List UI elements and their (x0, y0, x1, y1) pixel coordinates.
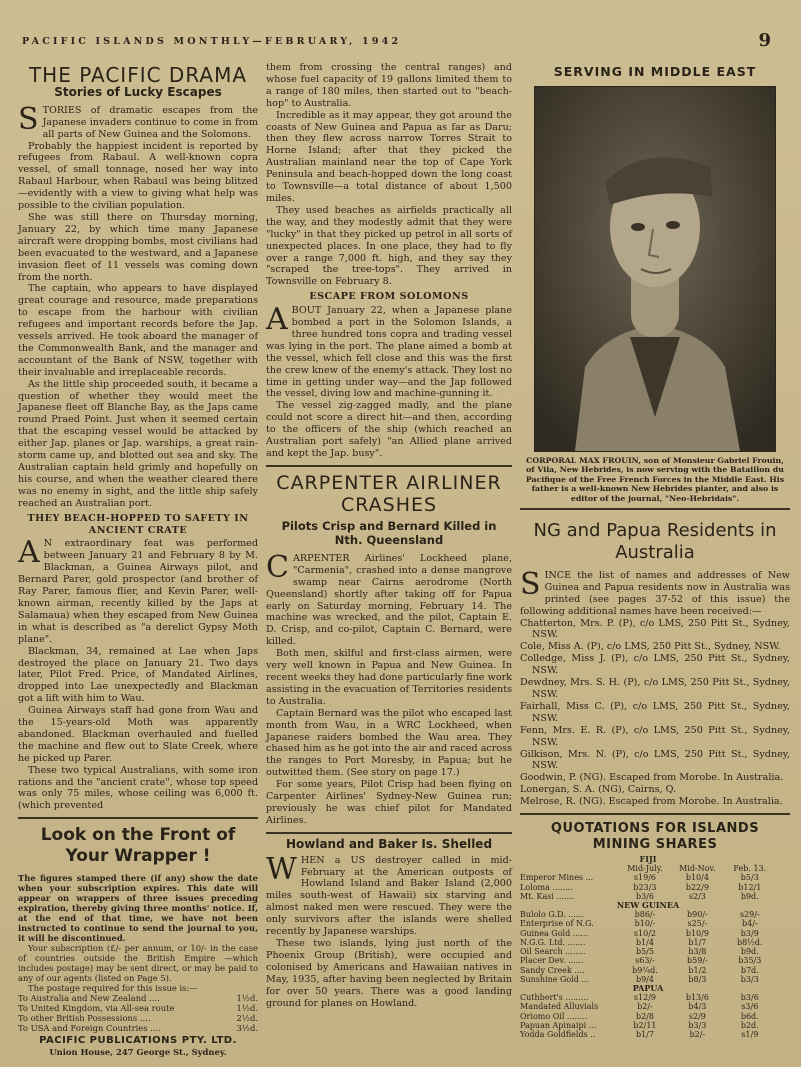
wrapper-notice-title: Look on the Front of Your Wrapper ! (40, 825, 236, 867)
article-paragraph: Guinea Airways staff had gone from Wau and the 15-years-old Moth was apparently abandoned. Blackman overhauled and fuelled the machine and flew out to Slate Creek, where he picked up Parer. (18, 705, 258, 764)
list-item: Dewdney, Mrs. S. H. (P), c/o LMS, 250 Pitt St., Sydney, NSW. (520, 677, 790, 700)
article-paragraph: The vessel zig-zagged madly, and the plane could not score a direct hit—and then, according to the officers of the ship (which reached an Australian port safely) "an Allied plane arrived and kept the Jap. busy". (266, 400, 512, 459)
postage-row (18, 1023, 258, 1033)
article-paragraph (266, 851, 512, 938)
drop-cap: W (266, 851, 297, 887)
list-item: Chatterton, Mrs. P. (P), c/o LMS, 250 Pitt St., Sydney, NSW. (520, 617, 790, 641)
article-paragraph: They used beaches as airfields practically all the way, and they modestly admit that they were "lucky" in that they picked up petrol in all sorts of unexpected places. In one place, they had to fly over a range 7,000 ft. high, and they say they "scraped the tree-tops". They arrived in Townsville on February 8. (266, 204, 512, 288)
publisher-address: Union House, 247 George St., Sydney. (49, 1047, 227, 1058)
carpenter-subtitle: Pilots Crisp and Bernard Killed in Nth. Queensland (281, 518, 497, 547)
group-heading: PAPUA (632, 982, 664, 993)
postage-dest: To United Kingdom, via All-sea route (18, 1003, 175, 1014)
postage-rate: 1½d. (236, 1003, 258, 1014)
wrapper-notice-text: The figures stamped there (if any) show the date when your subscription expires. This date will appear on wrappers of three issues preceding expiration, thereby giving three months' notice. If, at the end of that time, we have not been instructed to continue to send the journal to you, it will be discontinued. (18, 873, 258, 944)
page-number: 9 (758, 30, 771, 51)
ng-title: NG and Papua Residents in Australia (533, 519, 777, 563)
table-row: Yodda Goldfields .. b1/7 b2/- s1/9 (520, 1029, 759, 1039)
column-left (18, 62, 258, 1059)
table-row: Emperor Mines ... s19/6 b10/4 b5/3 (520, 873, 759, 883)
howland-title: Howland and Baker Is. Shelled (285, 836, 493, 851)
postage-rate: 3½d. (236, 1023, 258, 1034)
drop-cap: S (520, 566, 541, 602)
postage-row (18, 1003, 258, 1013)
list-item: Melrose, R. (NG). Escaped from Morobe. In Australia. (520, 796, 783, 808)
portrait-image (535, 87, 775, 451)
pacific-drama-subtitle: Stories of Lucky Escapes (54, 84, 222, 99)
table-header (520, 864, 776, 873)
paragraph-text: BOUT January 22, when a Japanese plane bombed a port in the Solomon Islands, a three hundred tons copra and trading vessel was lying in the port. The plane aimed a bomb at the vessel, which fell close and this was the first the crew knew of the enemy's attack. They lost no time in getting under way—and the Jap followed the vessel, diving low and machine-gunning it. (266, 305, 512, 400)
drop-cap: A (266, 302, 288, 338)
group-heading: NEW GUINEA (616, 900, 680, 911)
divider (520, 508, 790, 510)
list-item: Gilkison, Mrs. N. (P), c/o LMS, 250 Pitt St., Sydney, NSW. (520, 748, 790, 772)
article-paragraph: Captain Bernard was the pilot who escaped last month from Wau, in a WRC Lockheed, when Japanese raiders bombed the Wau area. They chased him as he got into the air and raced across the ranges to Port Moresby, in Papua; but he outwitted them. (See story on page 17.) (266, 707, 512, 779)
article-paragraph: Both men, skilful and first-class airmen, were very well known in Papua and New Guinea. In recent weeks they had done particularly fine work assisting in the evacuation of Territories residents to Australia. (266, 648, 512, 707)
postage-dest: To Australia and New Zealand .... (18, 993, 160, 1004)
table-row: Guinea Gold ...... s10/2 b10/9 b3/9 (520, 928, 759, 938)
drop-cap: C (266, 549, 289, 585)
running-head: PACIFIC ISLANDS MONTHLY—FEBRUARY, 1942 (22, 36, 402, 47)
article-paragraph (18, 535, 258, 645)
table-row: Oil Search ........ b5/5 b3/8 b9d. (520, 947, 759, 957)
table-row: N.G.G. Ltd. ....... b1/4 b1/7 b8½d. (520, 937, 763, 947)
postage-row (18, 1013, 258, 1023)
list-item: Goodwin, P. (NG). Escaped from Morobe. In Australia. (520, 772, 784, 784)
drop-cap: A (18, 535, 40, 571)
article-paragraph: Blackman, 34, remained at Lae when Japs destroyed the place on January 21. Two days later, Pilot Fred. Price, of Mandated Airlines, dropped into Lae unexpectedly and Blackman got a lift with him to Wau. (18, 645, 258, 705)
article-paragraph: As the little ship proceeded south, it became a question of whether they would meet the Japanese fleet off Blanche Bay, as the Japs came round Praed Point. Just when it seemed certain that the escaping vessel would be attacked by either Jap. planes or Jap. warships, a great rain-storm came up, and blotted out sea and sky. The Australian captain held grimly and hopefully on his course, and when the weather cleared there was no enemy in sight, and the little ship safely reached an Australian port. (18, 378, 258, 509)
column-middle (266, 62, 512, 1009)
table-row: Mt. Kasi ....... b3/6 s2/3 b9d. (520, 891, 759, 901)
paragraph-text: ARPENTER Airlines' Lockheed plane, "Carmenia", crashed into a dense mangrove swamp near Cairns aerodrome (North Queensland) shortly after taking off for Papua early on Saturday morning, February 14. The machine was wrecked, and the pilot, Captain E. D. Crisp, and co-pilot, Captain C. Bernard, were killed. (266, 552, 512, 648)
divider (18, 817, 258, 819)
table-row: Sunshine Gold ... b9/4 b8/3 b3/3 (520, 974, 759, 984)
pacific-drama-title: THE PACIFIC DRAMA (28, 63, 248, 87)
column-header: Feb. 13. (733, 864, 767, 874)
column-header: Mid-Nov. (679, 864, 716, 874)
publisher-name: PACIFIC PUBLICATIONS PTY. LTD. (39, 1035, 237, 1047)
postage-dest: To USA and Foreign Countries .... (18, 1023, 161, 1034)
shares-table (520, 855, 776, 1039)
ng-section (520, 520, 790, 564)
beach-hop-heading: THEY BEACH-HOPPED TO SAFETY IN ANCIENT CRATE (27, 512, 249, 536)
divider (266, 465, 512, 467)
names-list (520, 618, 790, 809)
table-row: Cuthbert's ......... s12/9 b13/6 b3/6 (520, 993, 759, 1003)
postage-row (18, 993, 258, 1003)
article-paragraph: Incredible as it may appear, they got around the coasts of New Guinea and Papua as far as Daru; then they flew across narrow Torres Strait to Horne Island; after that they picked the Australian mainland near the top of Cape York Peninsula and beach-hopped down the long coast to Townsville—a total distance of about 1,500 miles. (266, 109, 512, 204)
article-paragraph: For some years, Pilot Crisp had been flying on Carpenter Airlines' Sydney-New Guinea run; previously he was chief pilot for Mandated Airlines. (266, 779, 512, 826)
table-row: Placer Dev. ...... s63/- b59/- b35/3 (520, 956, 762, 966)
list-item: Lonergan, S. A. (NG), Cairns, Q. (520, 784, 677, 796)
postage-intro: The postage required for this issue is:— (28, 983, 198, 994)
carpenter-article (266, 472, 512, 547)
article-paragraph: The captain, who appears to have displayed great courage and resource, made preparations to escape from the harbour with civilian refugees and important records before the Jap. vessels arrived. He took aboard the manager of the Commonwealth Bank, and the manager and accountant of the Bank of NSW, together with their invaluable and irreplaceable records. (18, 283, 258, 378)
table-row: Sandy Creek .... b9¼d. b1/2 b7d. (520, 965, 759, 975)
paragraph-text: HEN a US destroyer called in mid-February at the American outposts of Howland Island and Baker Island (2,000 miles south-west of Hawaii) six starving and almost naked men were rescued. They were the only survivors after the islands were shelled recently by Japanese warships. (266, 854, 512, 938)
column-header: Mid-July. (627, 864, 663, 874)
subscription-text: Your subscription (£/- per annum, or 10/- in the case of countries outside the British Empire —which includes postage) may be sent direct, or may be paid to any of our agents (listed on Page 5). (18, 943, 258, 984)
postage-rate: 2½d. (236, 1013, 258, 1024)
table-row: Oriomo Oil ........ b2/8 s2/9 b6d. (520, 1011, 759, 1021)
table-row: Enterprise of N.G. b10/- s25/- b4/- (520, 919, 758, 929)
paragraph-text: INCE the list of names and addresses of New Guinea and Papua residents now in Australia was printed (see pages 37-52 of this issue) the following additional names have been received:— (520, 569, 790, 617)
article-paragraph: These two typical Australians, with some iron rations and the "ancient crate", whose top speed was only 75 miles, whose ceiling was 6,000 ft. (which prevented (18, 764, 258, 812)
list-item: Fairhall, Miss C. (P), c/o LMS, 250 Pitt St., Sydney, NSW. (520, 700, 790, 724)
list-item: Cole, Miss A. (P), c/o LMS, 250 Pitt St., Sydney, NSW. (520, 641, 781, 653)
postage-rate: 1½d. (236, 993, 258, 1004)
postage-dest: To other British Possessions .... (18, 1013, 151, 1024)
divider (520, 813, 790, 815)
photo-caption: CORPORAL MAX FROUIN, son of Monsieur Gabriel Frouin, of Vila, New Hebrides, is now serving with the Bataillon du Pacifique of the Free French Forces in the Middle East. His father is a well-known New Hebrides planter, and also is editor of the journal, "Neo-Hebridais". (525, 455, 785, 503)
article-paragraph (266, 549, 512, 648)
lead-text: TORIES of dramatic escapes from the Japanese invaders continue to come in from all parts of New Guinea and the Solomons. (42, 104, 258, 140)
table-row: Bulolo G.D. ...... b86/- b90/- s29/- (520, 910, 760, 920)
table-row: Loloma ........ b23/3 b22/9 b12/1 (520, 882, 762, 892)
postage-table (18, 993, 258, 1033)
solomons-heading: ESCAPE FROM SOLOMONS (309, 291, 469, 303)
article-paragraph: Probably the happiest incident is reported by refugees from Rabaul. A well-known copra vessel, of small tonnage, nosed her way into Rabaul Harbour, when Rabaul was being blitzed—evidently with a view to giving what help was possible to the civilian population. (18, 140, 258, 212)
serving-title: SERVING IN MIDDLE EAST (553, 64, 757, 79)
table-row: Mandated Alluvials b2/- b4/3 s3/6 (520, 1002, 759, 1012)
carpenter-title: CARPENTER AIRLINER CRASHES (276, 471, 502, 516)
list-item: Colledge, Miss J. (P), c/o LMS, 250 Pitt St., Sydney, NSW. (520, 653, 790, 677)
quotations-title: QUOTATIONS FOR ISLANDS MINING SHARES (550, 821, 760, 853)
group-heading: FIJI (639, 854, 657, 865)
paragraph-text: N extraordinary feat was performed between January 21 and February 8 by M. Blackman, a Guinea Airways pilot, and Bernard Parer, gold prospector (and brother of Ray Parer, famous flier, and Kevin Parer, well-known airman, recently killed by the Japs at Salamaua) when they escaped from New Guinea in what is described as "a derelict Gypsy Moth plane". (18, 538, 258, 645)
article-paragraph: them from crossing the central ranges) and whose fuel capacity of 19 gallons limited them to a range of 180 miles, then started out to "beach-hop" to Australia. (266, 62, 512, 109)
drop-cap: S (18, 101, 39, 137)
ng-intro (520, 566, 790, 618)
article-paragraph: These two islands, lying just north of the Phoenix Group (British), were occupied and colonised by Americans and Hawaiian natives in May, 1935, after having been neglected by Britain for over 50 years. There was a good landing ground for planes on Howland. (266, 938, 512, 1009)
article-paragraph (266, 302, 512, 400)
divider (266, 832, 512, 834)
list-item: Fenn, Mrs. E. R. (P), c/o LMS, 250 Pitt St., Sydney, NSW. (520, 724, 790, 748)
column-right (520, 62, 790, 1039)
soldier-photo (534, 86, 776, 452)
lead-paragraph (18, 101, 258, 141)
table-row: Papuan Apinaipi ... b2/11 b3/3 b2d. (520, 1020, 759, 1030)
article-paragraph: She was still there on Thursday morning, January 22, by which time many Japanese aircraft were dropping bombs, most civilians had been evacuated to the westward, and a Japanese invasion fleet of 11 vessels was coming down from the north. (18, 211, 258, 283)
